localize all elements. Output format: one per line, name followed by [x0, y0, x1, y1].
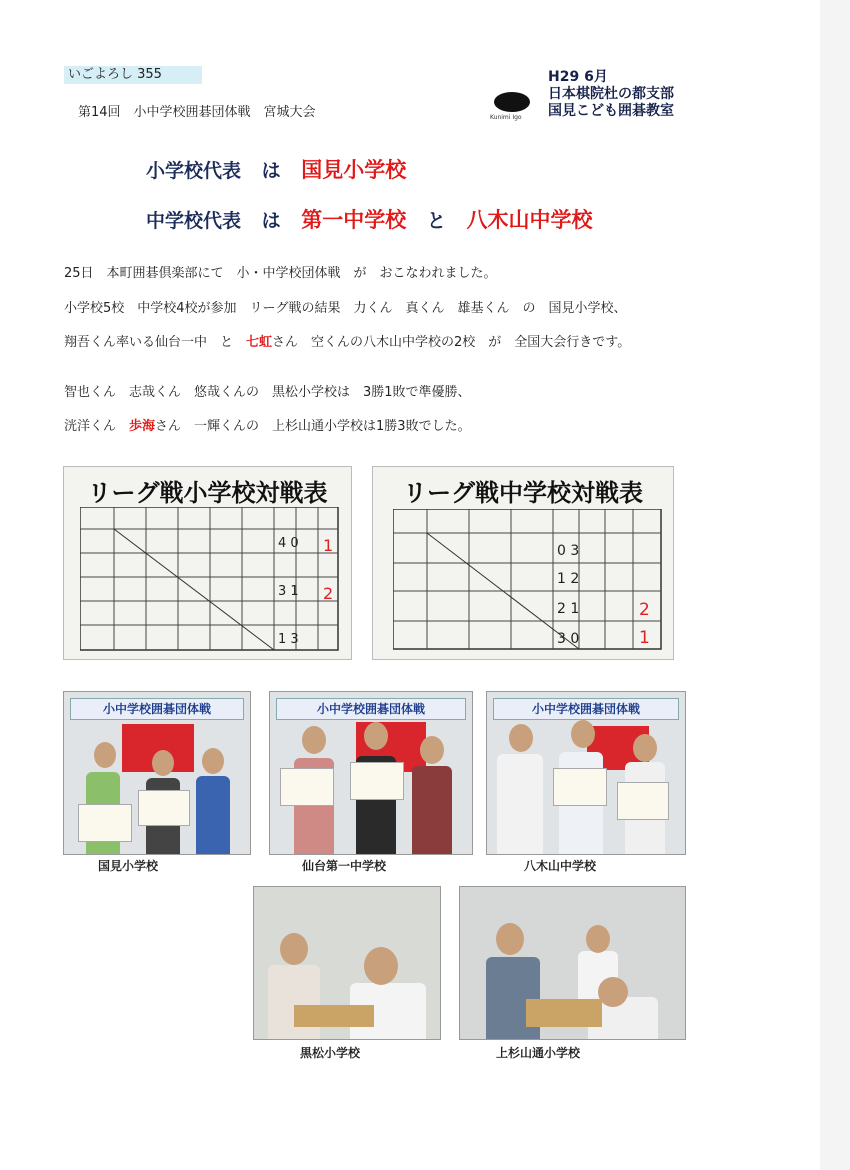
- svg-text:2: 2: [323, 584, 334, 603]
- face: [633, 734, 657, 762]
- body-line-3a: 翔吾くん率いる仙台一中 と: [64, 335, 247, 350]
- face: [364, 947, 398, 985]
- jr-school-1: 第一中学校: [301, 208, 407, 232]
- certificate: [280, 768, 334, 806]
- photo-banner: 小中学校囲碁団体戦: [276, 698, 466, 720]
- svg-text:2: 2: [639, 600, 650, 620]
- face: [598, 977, 628, 1007]
- certificate: [350, 762, 404, 800]
- go-board: [294, 1005, 374, 1027]
- face: [586, 925, 610, 953]
- face: [94, 742, 116, 768]
- headline-junior: [146, 204, 593, 234]
- jr-school-2: 八木山中学校: [466, 208, 593, 232]
- elementary-league-grid: [80, 507, 340, 652]
- face: [302, 726, 326, 754]
- body-line-3: [64, 331, 630, 350]
- face: [571, 720, 595, 748]
- junior-league-board: [372, 466, 674, 660]
- go-stone-logo: [494, 92, 530, 112]
- certificate: [78, 804, 132, 842]
- svg-text:3 1: 3 1: [278, 584, 299, 599]
- headline-elementary: [146, 154, 406, 184]
- org-date: H29 6月: [548, 69, 608, 85]
- scan-edge: [820, 0, 850, 1170]
- photo-kunimi-team: [63, 691, 251, 855]
- elementary-board-title: リーグ戦小学校対戦表: [87, 478, 328, 507]
- caption-kuromatsu: 黒松小学校: [300, 1046, 361, 1060]
- body-name-ayumi: 歩海: [129, 419, 156, 434]
- svg-text:0 3: 0 3: [557, 543, 580, 559]
- photo-sendai-daiichi-team: [269, 691, 473, 855]
- player: [497, 754, 543, 854]
- face: [202, 748, 224, 774]
- elementary-league-board: [63, 466, 352, 660]
- body-line-5b: さん 一輝くんの 上杉山通小学校は1勝3敗でした。: [155, 419, 471, 434]
- photo-kamisugi-match: [459, 886, 686, 1040]
- certificate: [617, 782, 669, 820]
- face: [152, 750, 174, 776]
- organization-block: [548, 69, 674, 120]
- svg-text:1 2: 1 2: [557, 571, 580, 587]
- face: [509, 724, 533, 752]
- player: [268, 965, 320, 1039]
- photo-banner: 小中学校囲碁団体戦: [70, 698, 244, 720]
- wa-1: は: [261, 160, 281, 182]
- svg-text:1: 1: [639, 628, 650, 648]
- certificate: [553, 768, 607, 806]
- junior-board-title: リーグ戦中学校対戦表: [403, 478, 643, 507]
- certificate: [138, 790, 190, 826]
- org-class: 国見こども囲碁教室: [548, 103, 674, 119]
- caption-kunimi: 国見小学校: [98, 859, 159, 873]
- body-line-1: 25日 本町囲碁倶楽部にて 小・中学校団体戦 が おこなわれました。: [64, 266, 497, 281]
- logo-text: Kunimi Igo: [490, 114, 522, 121]
- player: [412, 766, 452, 854]
- body-line-2: 小学校5校 中学校4校が参加 リーグ戦の結果 力くん 真くん 雄基くん の 国見小学校、: [64, 301, 627, 316]
- svg-text:1: 1: [323, 536, 334, 555]
- issue-label: いごよろし 355: [64, 66, 202, 84]
- elem-label: 小学校代表: [146, 160, 242, 182]
- wa-2: は: [261, 210, 281, 232]
- jr-label: 中学校代表: [146, 210, 242, 232]
- svg-text:2 1: 2 1: [557, 601, 580, 617]
- svg-text:1 3: 1 3: [278, 632, 299, 647]
- body-line-4: 智也くん 志哉くん 悠哉くんの 黒松小学校は 3勝1敗で準優勝、: [64, 385, 471, 400]
- svg-text:4 0: 4 0: [278, 536, 299, 551]
- face: [280, 933, 308, 965]
- junior-league-grid: [393, 509, 663, 651]
- face: [420, 736, 444, 764]
- face: [496, 923, 524, 955]
- org-branch: 日本棋院杜の都支部: [548, 86, 674, 102]
- svg-text:3 0: 3 0: [557, 631, 580, 647]
- body-name-nanako: 七虹: [246, 335, 273, 350]
- body-line-5: [64, 415, 471, 434]
- to-connector: と: [426, 210, 446, 232]
- face: [364, 722, 388, 750]
- event-title: 第14回 小中学校囲碁団体戦 宮城大会: [78, 105, 316, 120]
- photo-banner: 小中学校囲碁団体戦: [493, 698, 679, 720]
- photo-yagiyama-team: [486, 691, 686, 855]
- body-line-5a: 洸洋くん: [64, 419, 130, 434]
- body-line-3b: さん 空くんの八木山中学校の2校 が 全国大会行きです。: [272, 335, 631, 350]
- caption-yagiyama: 八木山中学校: [524, 859, 597, 873]
- elem-school: 国見小学校: [301, 158, 407, 182]
- caption-kamisugi: 上杉山通小学校: [496, 1046, 581, 1060]
- go-board: [526, 999, 602, 1027]
- player: [196, 776, 230, 854]
- photo-kuromatsu-match: [253, 886, 441, 1040]
- caption-sendai-daiichi: 仙台第一中学校: [302, 859, 387, 873]
